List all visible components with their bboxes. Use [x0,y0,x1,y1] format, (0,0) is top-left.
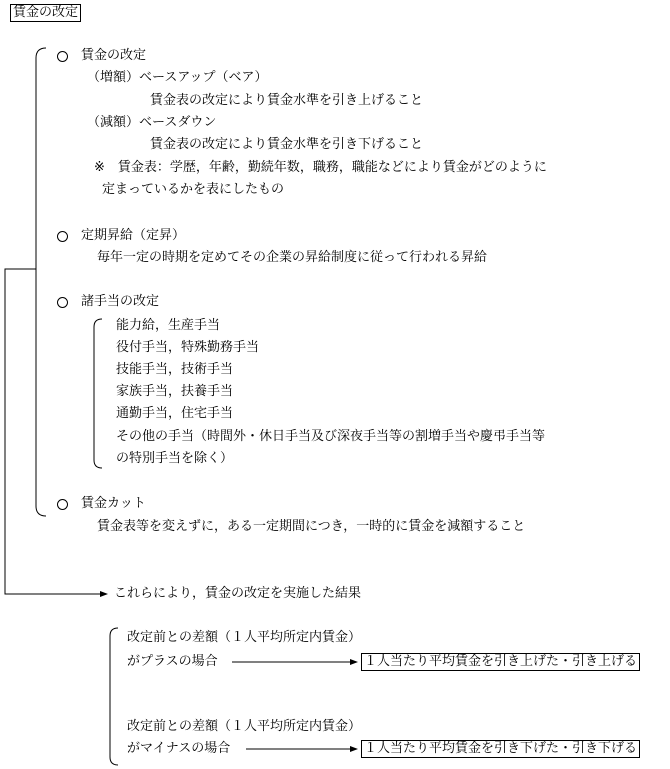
plus-arrowhead [350,659,358,665]
circle-bullet-icon [57,231,68,242]
main-brace [36,48,46,516]
allowance-item: 役付手当，特殊勤務手当 [116,340,260,355]
cut-desc: 賃金表等を変えずに，ある一定期間につき，一時的に賃金を減額すること [97,519,526,534]
minus-condition-line-1: 改定前との差額（１人平均所定内賃金） [127,719,362,734]
periodic-heading: 定期昇給（定昇） [81,228,186,243]
circle-bullet-icon [57,51,68,62]
outcome-brace [110,628,118,765]
minus-condition-line-2: がマイナスの場合 [127,741,231,756]
allowance-item: 技能手当，技術手当 [116,362,234,377]
plus-condition-line-2: がプラスの場合 [127,654,218,669]
result-label: これらにより，賃金の改定を実施した結果 [114,586,362,601]
page-title: 賃金の改定 [10,4,81,22]
decrease-desc: 賃金表の改定により賃金水準を引き下げること [150,137,424,152]
cut-heading: 賃金カット [81,496,146,511]
revision-heading: 賃金の改定 [81,48,147,63]
allowances-heading: 諸手当の改定 [81,294,160,309]
circle-bullet-icon [57,297,68,308]
minus-result-box: １人当たり平均賃金を引き下げた・引き下げる [361,740,640,758]
allowance-item: 通勤手当，住宅手当 [116,406,234,421]
note-line-2: 定まっているかを表にしたもの [102,182,285,197]
plus-condition-line-1: 改定前との差額（１人平均所定内賃金） [127,630,362,645]
increase-desc: 賃金表の改定により賃金水準を引き上げること [150,93,424,108]
minus-arrowhead [350,746,358,752]
flow-arrowhead [100,591,108,597]
flow-line [5,269,100,594]
allowance-brace [94,319,102,468]
note-line-1: ※ 賃金表：学歴，年齢，勤続年数，職務，職能などにより賃金がどのように [94,160,547,175]
circle-bullet-icon [57,499,68,510]
periodic-desc: 毎年一定の時期を定めてその企業の昇給制度に従って行われる昇給 [97,250,488,265]
increase-label: （増額）ベースアップ（ベア） [87,70,268,85]
plus-result-box: １人当たり平均賃金を引き上げた・引き上げる [361,653,640,671]
decrease-label: （減額）ベースダウン [87,115,217,130]
allowance-item: 家族手当，扶養手当 [116,384,234,399]
allowance-item: の特別手当を除く） [116,451,234,466]
allowance-item: 能力給，生産手当 [116,318,221,333]
allowance-item: その他の手当（時間外・休日手当及び深夜手当等の割増手当や慶弔手当等 [116,429,546,444]
